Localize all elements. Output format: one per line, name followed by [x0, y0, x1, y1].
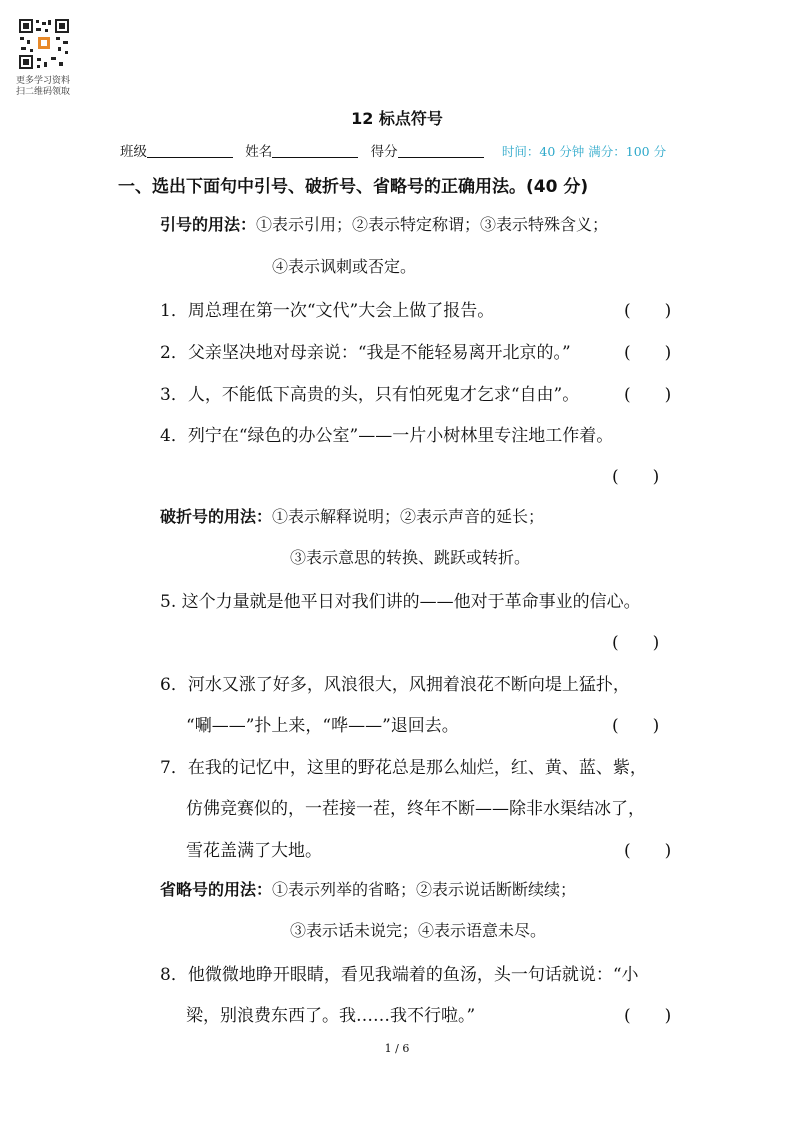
question-8-line-1: 8．他微微地睁开眼睛，看见我端着的鱼汤，头一句话就说：“小	[160, 965, 639, 985]
question-6-line-2: “唰——”扑上来，“哗——”退回去。	[186, 716, 459, 736]
answer-paren-5[interactable]: ( )	[612, 633, 660, 653]
answer-paren-8[interactable]: ( )	[624, 1006, 672, 1026]
qr-caption-line-1: 更多学习资料	[16, 76, 71, 86]
class-label: 班级	[120, 144, 147, 160]
student-info-line	[120, 140, 666, 160]
question-2: 2．父亲坚决地对母亲说：“我是不能轻易离开北京的。”	[160, 343, 571, 363]
question-5: 5. 这个力量就是他平日对我们讲的——他对于革命事业的信心。	[160, 592, 641, 612]
score-blank[interactable]	[398, 144, 484, 158]
question-3: 3．人，不能低下高贵的头，只有怕死鬼才乞求“自由”。	[160, 385, 580, 405]
dash-usage-text-1: ①表示解释说明；②表示声音的延长；	[272, 507, 545, 526]
answer-paren-6[interactable]: ( )	[612, 716, 660, 736]
answer-paren-3[interactable]: ( )	[624, 385, 672, 405]
answer-paren-2[interactable]: ( )	[624, 343, 672, 363]
ellipsis-usage-label: 省略号的用法：	[160, 880, 273, 899]
question-7-line-2: 仿佛竞赛似的，一茬接一茬，终年不断——除非水渠结冰了，	[186, 799, 645, 819]
section-heading: 一、选出下面句中引号、破折号、省略号的正确用法。(40 分)	[118, 177, 589, 197]
dash-usage-line-2: ③表示意思的转换、跳跃或转折。	[290, 548, 531, 567]
ellipsis-usage-line-1	[160, 877, 576, 900]
quote-usage-line-1	[160, 212, 608, 235]
name-blank[interactable]	[272, 144, 358, 158]
ellipsis-usage-text-1: ①表示列举的省略；②表示说话断断续续；	[272, 880, 577, 899]
qr-caption-line-2: 扫二维码领取	[16, 87, 71, 97]
dash-usage-label: 破折号的用法：	[160, 507, 273, 526]
quote-usage-line-2: ④表示讽刺或否定。	[272, 257, 417, 276]
question-4: 4．列宁在“绿色的办公室”——一片小树林里专注地工作着。	[160, 426, 614, 446]
page-number: 1 / 6	[384, 1042, 410, 1055]
ellipsis-usage-line-2: ③表示话未说完；④表示语意未尽。	[290, 921, 547, 940]
quote-usage-label: 引号的用法：	[160, 215, 257, 234]
qr-code	[18, 18, 70, 70]
answer-paren-1[interactable]: ( )	[624, 301, 672, 321]
page-title: 12 标点符号	[351, 109, 443, 128]
time-info: 时间：40 分钟 满分：100 分	[501, 144, 667, 159]
score-label: 得分	[370, 144, 398, 160]
question-1: 1．周总理在第一次“文代”大会上做了报告。	[160, 301, 495, 321]
question-6-line-1: 6．河水又涨了好多，风浪很大，风拥着浪花不断向堤上猛扑，	[160, 675, 630, 695]
question-7-line-1: 7．在我的记忆中，这里的野花总是那么灿烂，红、黄、蓝、紫，	[160, 758, 647, 778]
dash-usage-line-1	[160, 504, 544, 527]
question-7-line-3: 雪花盖满了大地。	[186, 841, 322, 861]
answer-paren-7[interactable]: ( )	[624, 841, 672, 861]
question-8-line-2: 梁，别浪费东西了。我……我不行啦。”	[186, 1006, 476, 1026]
name-label: 姓名	[245, 144, 273, 160]
quote-usage-text-1: ①表示引用；②表示特定称谓；③表示特殊含义；	[256, 215, 609, 234]
answer-paren-4[interactable]: ( )	[612, 467, 660, 487]
class-blank[interactable]	[147, 144, 233, 158]
